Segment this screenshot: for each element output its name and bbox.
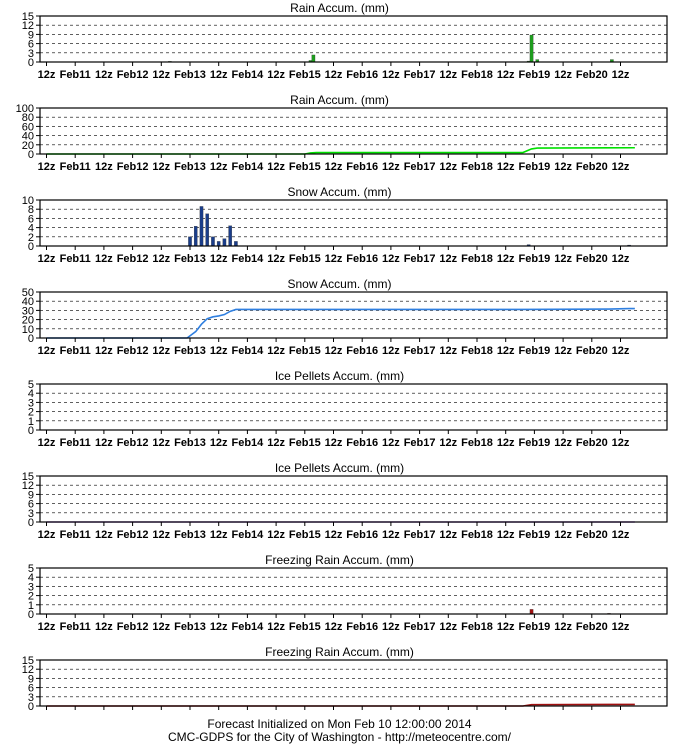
chart-6-xtick-label: 12z (37, 529, 56, 541)
chart-8-frame (40, 660, 667, 706)
chart-6-xtick-label: 12z (439, 529, 458, 541)
chart-3-xtick-label: Feb18 (461, 253, 493, 265)
chart-3-xtick-label: Feb14 (231, 253, 264, 265)
chart-6-xtick-label: Feb14 (231, 529, 264, 541)
chart-7-xtick-label: Feb19 (518, 621, 551, 633)
chart-4-xtick-label: Feb15 (288, 345, 321, 357)
chart-6-xtick-label: Feb16 (346, 529, 379, 541)
chart-3-bar-3 (200, 206, 203, 246)
chart-2-xtick-label: 12z (267, 161, 285, 173)
chart-1-xtick-label: 12z (496, 69, 515, 81)
chart-3-bar-4 (206, 214, 209, 246)
chart-5-ytick-label: 5 (27, 379, 34, 391)
chart-3-bar-7 (223, 239, 226, 246)
chart-1-title: Rain Accum. (mm) (290, 1, 389, 15)
chart-1-frame (40, 16, 667, 62)
chart-6-xtick-label: 12z (554, 529, 572, 541)
chart-3-xtick-label: 12z (611, 253, 630, 265)
chart-1-xtick-label: Feb11 (59, 69, 91, 81)
chart-4-xtick-label: 12z (382, 345, 400, 357)
chart-4-series-line (47, 309, 635, 338)
chart-1-bar-5 (530, 35, 533, 62)
chart-2-ytick-label: 80 (21, 112, 34, 125)
chart-1-xtick-label: 12z (267, 69, 285, 81)
chart-5-xtick-label: Feb15 (288, 437, 321, 449)
chart-6-title: Ice Pellets Accum. (mm) (274, 461, 405, 475)
chart-4-xtick-label: Feb11 (59, 345, 91, 357)
chart-2-xtick-label: 12z (496, 161, 515, 173)
chart-6-ytick-label: 0 (27, 517, 34, 529)
chart-5-xtick-label: Feb14 (231, 437, 264, 449)
chart-1-bar-3 (312, 55, 315, 62)
chart-3-xtick-label: 12z (152, 253, 171, 265)
chart-7-xtick-label: 12z (324, 621, 343, 633)
chart-5-xtick-label: 12z (267, 437, 285, 449)
chart-3-xtick-label: 12z (439, 253, 458, 265)
chart-7-xtick-label: 12z (95, 621, 113, 633)
chart-5-xtick-label: Feb17 (403, 437, 436, 449)
chart-7-ytick-label: 5 (27, 563, 34, 575)
chart-6-xtick-label: Feb13 (174, 529, 206, 541)
chart-1-xtick-label: 12z (209, 69, 228, 81)
chart-4-xtick-label: Feb13 (174, 345, 206, 357)
chart-3-bar-8 (229, 226, 232, 246)
chart-2-xtick-label: Feb17 (403, 161, 436, 173)
chart-5-xtick-label: Feb19 (518, 437, 551, 449)
chart-5-xtick-label: 12z (324, 437, 343, 449)
chart-1-xtick-label: 12z (324, 69, 343, 81)
chart-5-xtick-label: Feb16 (346, 437, 379, 449)
chart-7-ytick-label: 1 (27, 599, 34, 612)
chart-4-xtick-label: Feb14 (231, 345, 264, 357)
chart-7-ytick-label: 0 (27, 609, 34, 621)
chart-2-xtick-label: Feb20 (575, 161, 608, 173)
chart-5-title: Ice Pellets Accum. (mm) (274, 369, 405, 383)
chart-6-ytick-label: 3 (27, 507, 34, 520)
chart-7-xtick-label: 12z (439, 621, 458, 633)
chart-6-xtick-label: Feb17 (403, 529, 436, 541)
chart-7-xtick-label: 12z (152, 621, 171, 633)
chart-4-xtick-label: 12z (152, 345, 171, 357)
chart-8-title: Freezing Rain Accum. (mm) (265, 645, 414, 659)
chart-2-xtick-label: 12z (554, 161, 572, 173)
chart-5-xtick-label: 12z (554, 437, 572, 449)
chart-2-xtick-label: 12z (37, 161, 56, 173)
chart-3-xtick-label: 12z (95, 253, 113, 265)
chart-5-xtick-label: 12z (439, 437, 458, 449)
chart-4-xtick-label: 12z (611, 345, 630, 357)
chart-3-xtick-label: 12z (324, 253, 343, 265)
chart-2-title: Rain Accum. (mm) (290, 93, 389, 107)
chart-1-xtick-label: Feb18 (461, 69, 493, 81)
chart-5-ytick-label: 1 (27, 415, 34, 428)
chart-6-frame (40, 476, 667, 522)
chart-2-ytick-label: 0 (27, 149, 34, 161)
chart-6-xtick-label: 12z (209, 529, 228, 541)
chart-2-xtick-label: 12z (611, 161, 630, 173)
chart-3-xtick-label: Feb17 (403, 253, 436, 265)
chart-3-xtick-label: Feb11 (59, 253, 91, 265)
chart-2-xtick-label: Feb13 (174, 161, 206, 173)
footer-source: CMC-GDPS for the City of Washington - http://meteocentre.com/ (167, 730, 511, 744)
chart-4-xtick-label: 12z (95, 345, 113, 357)
chart-2-xtick-label: 12z (152, 161, 171, 173)
chart-7-xtick-label: Feb17 (403, 621, 436, 633)
chart-1-ytick-label: 9 (27, 29, 34, 42)
chart-2-xtick-label: Feb11 (59, 161, 91, 173)
chart-1-xtick-label: 12z (382, 69, 400, 81)
chart-1-ytick-label: 6 (27, 38, 34, 51)
chart-2-xtick-label: 12z (324, 161, 343, 173)
chart-3-ytick-label: 8 (27, 204, 34, 217)
chart-5-xtick-label: 12z (37, 437, 56, 449)
chart-4-ytick-label: 10 (21, 323, 34, 336)
chart-5-xtick-label: Feb20 (575, 437, 608, 449)
chart-4-xtick-label: 12z (439, 345, 458, 357)
chart-2-xtick-label: Feb18 (461, 161, 493, 173)
chart-7-xtick-label: 12z (267, 621, 285, 633)
chart-4-ytick-label: 30 (21, 305, 34, 318)
chart-6-xtick-label: Feb19 (518, 529, 551, 541)
chart-6-xtick-label: 12z (382, 529, 400, 541)
chart-4-xtick-label: Feb12 (116, 345, 149, 357)
chart-8-ytick-label: 12 (21, 664, 34, 677)
chart-5-ytick-label: 0 (27, 425, 34, 437)
chart-2-xtick-label: Feb12 (116, 161, 149, 173)
chart-3-bar-5 (211, 237, 214, 246)
chart-8-ytick-label: 3 (27, 691, 34, 704)
chart-2-xtick-label: 12z (382, 161, 400, 173)
chart-6-xtick-label: Feb20 (575, 529, 608, 541)
chart-4-xtick-label: Feb18 (461, 345, 493, 357)
chart-6-xtick-label: 12z (496, 529, 515, 541)
chart-5-frame (40, 384, 667, 430)
chart-4-frame (40, 292, 667, 338)
chart-7-xtick-label: Feb12 (116, 621, 149, 633)
chart-1-ytick-label: 12 (21, 20, 34, 33)
chart-3-xtick-label: 12z (554, 253, 572, 265)
chart-1-ytick-label: 0 (27, 57, 34, 69)
chart-7-xtick-label: 12z (496, 621, 515, 633)
chart-4-xtick-label: Feb20 (575, 345, 608, 357)
chart-7-xtick-label: 12z (37, 621, 56, 633)
chart-4-xtick-label: Feb17 (403, 345, 436, 357)
chart-5-xtick-label: Feb12 (116, 437, 149, 449)
chart-2-xtick-label: 12z (209, 161, 228, 173)
chart-5-ytick-label: 2 (27, 406, 34, 419)
chart-3-xtick-label: 12z (267, 253, 285, 265)
chart-7-ytick-label: 3 (27, 581, 34, 594)
chart-2-xtick-label: Feb15 (288, 161, 321, 173)
chart-3-xtick-label: 12z (496, 253, 515, 265)
chart-3-frame (40, 200, 667, 246)
chart-1-ytick-label: 15 (21, 11, 34, 23)
chart-8-ytick-label: 15 (21, 655, 34, 667)
chart-3-bar-6 (217, 241, 220, 246)
chart-4-title: Snow Accum. (mm) (287, 277, 392, 291)
chart-3-xtick-label: 12z (37, 253, 56, 265)
chart-3-xtick-label: 12z (209, 253, 228, 265)
chart-5-xtick-label: 12z (95, 437, 113, 449)
chart-2-frame (40, 108, 667, 154)
footer-forecast-init: Forecast Initialized on Mon Feb 10 12:00:00 2014 (207, 717, 472, 731)
chart-5-ytick-label: 3 (27, 397, 34, 410)
chart-5-xtick-label: 12z (611, 437, 630, 449)
chart-6-xtick-label: Feb15 (288, 529, 321, 541)
chart-1-xtick-label: 12z (554, 69, 572, 81)
chart-4-xtick-label: 12z (496, 345, 515, 357)
chart-6-xtick-label: Feb11 (59, 529, 91, 541)
chart-4-ytick-label: 20 (21, 314, 34, 327)
chart-2-ytick-label: 40 (21, 130, 34, 143)
chart-7-xtick-label: Feb15 (288, 621, 321, 633)
chart-7-xtick-label: 12z (382, 621, 400, 633)
chart-1-xtick-label: Feb13 (174, 69, 206, 81)
chart-3-ytick-label: 6 (27, 213, 34, 226)
chart-3-xtick-label: Feb15 (288, 253, 321, 265)
chart-4-xtick-label: 12z (267, 345, 285, 357)
chart-6-ytick-label: 12 (21, 480, 34, 493)
chart-3-xtick-label: Feb20 (575, 253, 608, 265)
chart-8-ytick-label: 9 (27, 673, 34, 686)
chart-7-frame (40, 568, 667, 614)
chart-3-ytick-label: 0 (27, 241, 34, 253)
chart-2-xtick-label: Feb14 (231, 161, 264, 173)
chart-6-xtick-label: Feb18 (461, 529, 493, 541)
chart-5-xtick-label: Feb18 (461, 437, 493, 449)
chart-6-xtick-label: 12z (95, 529, 113, 541)
chart-1-xtick-label: 12z (95, 69, 113, 81)
chart-2-xtick-label: 12z (95, 161, 113, 173)
chart-3-xtick-label: Feb13 (174, 253, 206, 265)
chart-2-xtick-label: Feb19 (518, 161, 551, 173)
chart-3-xtick-label: Feb16 (346, 253, 379, 265)
chart-3-bar-1 (188, 237, 191, 246)
chart-6-xtick-label: 12z (611, 529, 630, 541)
chart-1-xtick-label: Feb20 (575, 69, 608, 81)
chart-7-ytick-label: 2 (27, 590, 34, 603)
chart-4-ytick-label: 50 (21, 287, 34, 299)
chart-6-xtick-label: 12z (324, 529, 343, 541)
chart-3-xtick-label: Feb19 (518, 253, 551, 265)
chart-5-xtick-label: 12z (496, 437, 515, 449)
chart-3-bar-2 (194, 226, 197, 246)
chart-2-series-line (47, 148, 635, 154)
chart-1-xtick-label: 12z (152, 69, 171, 81)
chart-5-xtick-label: 12z (152, 437, 171, 449)
chart-2-ytick-label: 100 (15, 103, 34, 115)
chart-4-xtick-label: 12z (554, 345, 572, 357)
chart-4-ytick-label: 0 (27, 333, 34, 345)
chart-3-xtick-label: Feb12 (116, 253, 149, 265)
chart-1-ytick-label: 3 (27, 47, 34, 60)
chart-3-ytick-label: 4 (27, 222, 34, 235)
chart-2-xtick-label: 12z (439, 161, 458, 173)
chart-3-xtick-label: 12z (382, 253, 400, 265)
chart-6-xtick-label: Feb12 (116, 529, 149, 541)
chart-3-bar-9 (234, 241, 237, 246)
chart-2-ytick-label: 60 (21, 121, 34, 134)
chart-5-xtick-label: 12z (209, 437, 228, 449)
chart-7-xtick-label: Feb13 (174, 621, 206, 633)
chart-5-xtick-label: Feb13 (174, 437, 206, 449)
chart-6-ytick-label: 15 (21, 471, 34, 483)
chart-2-ytick-label: 20 (21, 139, 34, 152)
chart-7-xtick-label: 12z (554, 621, 572, 633)
chart-1-xtick-label: Feb14 (231, 69, 264, 81)
chart-5-ytick-label: 4 (27, 388, 34, 401)
chart-7-bar-1 (530, 609, 533, 614)
chart-4-ytick-label: 40 (21, 296, 34, 309)
chart-5-xtick-label: Feb11 (59, 437, 91, 449)
chart-4-xtick-label: 12z (324, 345, 343, 357)
chart-1-xtick-label: 12z (439, 69, 458, 81)
chart-3-title: Snow Accum. (mm) (287, 185, 392, 199)
chart-1-xtick-label: Feb15 (288, 69, 321, 81)
chart-8-ytick-label: 0 (27, 701, 34, 712)
chart-8-ytick-label: 6 (27, 682, 34, 695)
chart-5-xtick-label: 12z (382, 437, 400, 449)
chart-7-xtick-label: 12z (209, 621, 228, 633)
chart-3-ytick-label: 10 (21, 195, 34, 207)
chart-7-title: Freezing Rain Accum. (mm) (265, 553, 414, 567)
chart-6-xtick-label: 12z (267, 529, 285, 541)
chart-1-xtick-label: 12z (611, 69, 630, 81)
chart-4-xtick-label: 12z (209, 345, 228, 357)
chart-3-ytick-label: 2 (27, 231, 34, 244)
chart-1-xtick-label: Feb19 (518, 69, 551, 81)
chart-7-xtick-label: Feb20 (575, 621, 608, 633)
chart-1-xtick-label: Feb17 (403, 69, 436, 81)
chart-7-xtick-label: Feb16 (346, 621, 379, 633)
chart-4-xtick-label: 12z (37, 345, 56, 357)
chart-6-xtick-label: 12z (152, 529, 171, 541)
chart-7-ytick-label: 4 (27, 572, 34, 585)
chart-7-xtick-label: Feb18 (461, 621, 493, 633)
chart-6-ytick-label: 6 (27, 498, 34, 511)
chart-4-xtick-label: Feb16 (346, 345, 379, 357)
chart-7-xtick-label: 12z (611, 621, 630, 633)
chart-4-xtick-label: Feb19 (518, 345, 551, 357)
chart-1-xtick-label: Feb12 (116, 69, 149, 81)
chart-7-xtick-label: Feb14 (231, 621, 264, 633)
chart-2-xtick-label: Feb16 (346, 161, 379, 173)
chart-7-xtick-label: Feb11 (59, 621, 91, 633)
chart-1-xtick-label: 12z (37, 69, 56, 81)
chart-6-ytick-label: 9 (27, 489, 34, 502)
chart-1-xtick-label: Feb16 (346, 69, 379, 81)
